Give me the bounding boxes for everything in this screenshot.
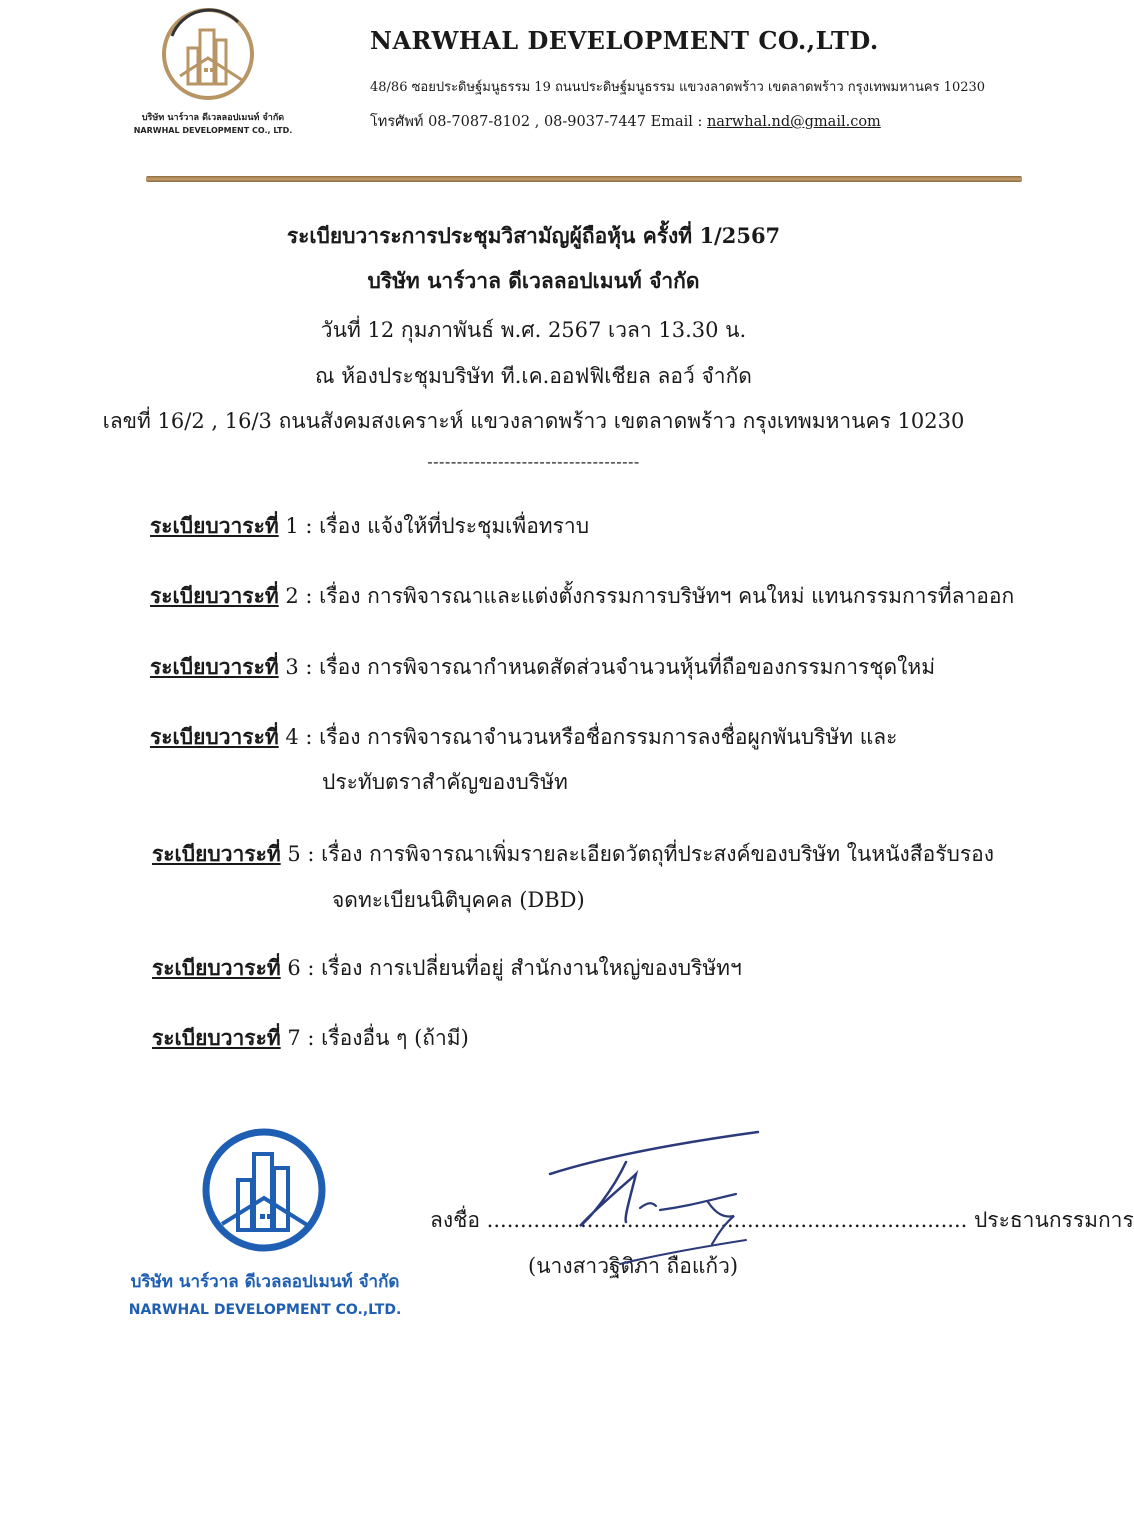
agenda-text: เรื่อง การพิจารณาและแต่งตั้งกรรมการบริษัทฯ คนใหม่ แทนกรรมการที่ลาออก [319,584,1015,608]
agenda-item [150,510,589,543]
email-link[interactable]: narwhal.nd@gmail.com [706,114,881,130]
company-name: NARWHAL DEVELOPMENT CO.,LTD. [370,26,879,55]
agenda-text: เรื่อง แจ้งให้ที่ประชุมเพื่อทราบ [319,514,590,538]
agenda-label: ระเบียบวาระที่ [152,955,281,980]
agenda-number: 6 : [280,956,322,980]
agenda-number: 1 : [278,514,320,538]
doc-title: ระเบียบวาระการประชุมวิสามัญผู้ถือหุ้น ครั้งที่ 1/2567 [286,223,781,248]
venue-address: เลขที่ 16/2 , 16/3 ถนนสังคมสงเคราะห์ แขวงลาดพร้าว เขตลาดพร้าว กรุงเทพมหานคร 10230 [102,409,965,433]
header-divider [146,176,1022,182]
agenda-number: 5 : [280,842,322,866]
signer-position: ประธานกรรมการ [967,1208,1134,1232]
agenda-text: เรื่อง การพิจารณาเพิ่มรายละเอียดวัตถุที่ประสงค์ของบริษัท ในหนังสือรับรอง [321,842,994,866]
agenda-label: ระเบียบวาระที่ [150,654,279,679]
handwritten-signature [540,1122,770,1282]
doc-company: บริษัท นาร์วาล ดีเวลลอปเมนท์ จำกัด [367,268,700,293]
company-contact [370,110,881,133]
email-label: Email : [650,114,703,130]
agenda-item [152,952,742,985]
agenda-label: ระเบียบวาระที่ [150,513,279,538]
agenda-number: 2 : [278,584,320,608]
phone-numbers: โทรศัพท์ 08-7087-8102 , 08-9037-7447 [370,114,646,130]
agenda-item [150,580,1014,613]
company-stamp-icon [196,1124,336,1254]
agenda-text: เรื่อง การพิจารณาจำนวนหรือชื่อกรรมการลงชื่อผูกพันบริษัท และ [319,725,898,749]
meeting-venue: ณ ห้องประชุมบริษัท ที.เค.ออฟฟิเชียล ลอว์ จำกัด [315,364,752,388]
agenda-number: 3 : [278,655,320,679]
agenda-label: ระเบียบวาระที่ [152,841,281,866]
agenda-text: เรื่อง การเปลี่ยนที่อยู่ สำนักงานใหญ่ของบริษัทฯ [321,956,742,980]
agenda-item [150,651,935,684]
heading-divider: ------------------------------------ [427,452,640,471]
signer-name: (นางสาวฐิติภา ถือแก้ว) [528,1254,739,1278]
agenda-text: เรื่องอื่น ๆ (ถ้ามี) [321,1026,469,1050]
agenda-label: ระเบียบวาระที่ [150,724,279,749]
agenda-number: 7 : [280,1026,322,1050]
meeting-date: วันที่ 12 กุมภาพันธ์ พ.ศ. 2567 เวลา 13.30 น. [320,318,747,342]
agenda-text: เรื่อง การพิจารณากำหนดสัดส่วนจำนวนหุ้นที่ถือของกรรมการชุดใหม่ [319,655,936,679]
company-address: 48/86 ซอยประดิษฐ์มนูธรรม 19 ถนนประดิษฐ์มนูธรรม แขวงลาดพร้าว เขตลาดพร้าว กรุงเทพมหานคร 10230 [370,80,986,95]
agenda-label: ระเบียบวาระที่ [152,1025,281,1050]
company-logo [150,6,270,106]
signature-line [430,1204,1134,1237]
logo-caption-th: บริษัท นาร์วาล ดีเวลลอปเมนท์ จำกัด [141,113,285,123]
sign-dots: ........................................................................ [486,1208,968,1232]
stamp-text-en: NARWHAL DEVELOPMENT CO.,LTD. [128,1302,402,1318]
sign-prefix: ลงชื่อ [430,1208,487,1232]
agenda-continuation: ประทับตราสำคัญของบริษัท [322,770,568,794]
stamp-text-th: บริษัท นาร์วาล ดีเวลลอปเมนท์ จำกัด [130,1272,400,1292]
agenda-item [152,838,994,871]
logo-caption-en: NARWHAL DEVELOPMENT CO., LTD. [133,126,293,135]
agenda-item [150,721,897,754]
agenda-number: 4 : [278,725,320,749]
agenda-item [152,1022,469,1055]
agenda-label: ระเบียบวาระที่ [150,583,279,608]
agenda-continuation: จดทะเบียนนิติบุคคล (DBD) [332,888,585,912]
